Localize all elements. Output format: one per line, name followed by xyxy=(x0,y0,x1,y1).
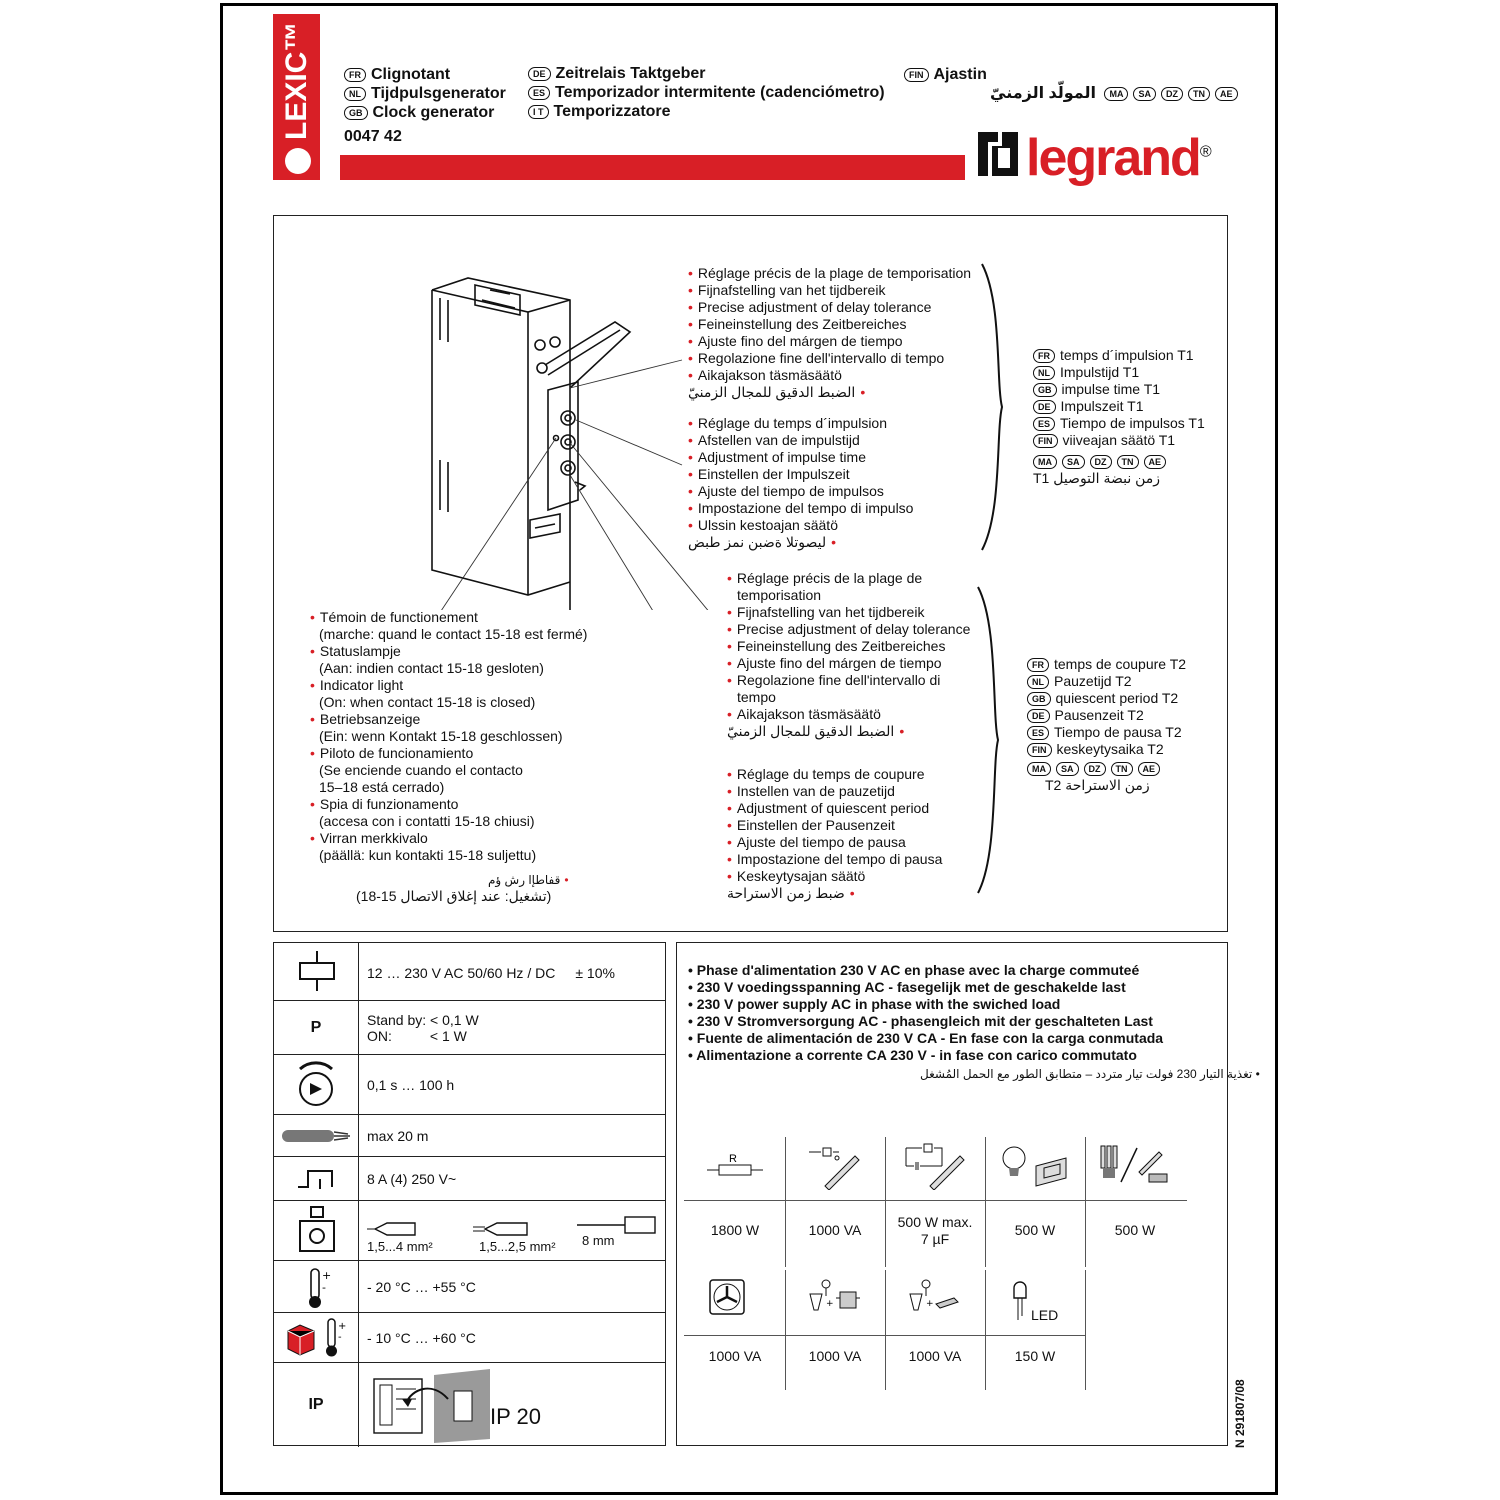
legrand-mark-icon xyxy=(976,130,1020,178)
lexic-label: LEXIC™ xyxy=(280,21,313,140)
svg-text:+: + xyxy=(338,1321,347,1332)
spec-row-power: P Stand by: < 0,1 W ON: < 1 W xyxy=(274,1001,666,1055)
lexic-banner xyxy=(273,14,320,180)
spec-row-storage-temp: + - - 10 °C … +60 °C xyxy=(274,1313,666,1363)
timer-dial-icon xyxy=(274,1055,359,1115)
load-value-4: 500 W xyxy=(1014,1222,1056,1238)
load-value-1: 1800 W xyxy=(710,1222,760,1238)
t1-list: FR temps d´impulsion T1 NL Impulstijd T1 GB impulse time T1 DE Impulszeit T1 ES Tiempo de impulsos T1 FIN viiveajan säätö T1 MA SA DZ TN AE T1 زمن نبضة التوصيل xyxy=(1033,347,1205,486)
ip-label: IP xyxy=(308,1396,324,1413)
terminal-screw-icon xyxy=(274,1201,359,1261)
spec-row-time: 0,1 s … 100 h xyxy=(274,1055,666,1115)
compact-fluorescent-icon xyxy=(1097,1142,1175,1192)
svg-text:+: + xyxy=(926,1299,934,1309)
load-value-2: 1000 VA xyxy=(808,1222,862,1238)
load-value-7: 1000 VA xyxy=(808,1348,862,1364)
halogen-transformer-icon xyxy=(806,1276,862,1320)
contact-icon xyxy=(274,1157,359,1201)
supply-note-ar: تغذية التيار 230 فولت تيار متردد – متطابق الطور مع الحمل المُشغل • xyxy=(920,1067,1260,1081)
vline-8 xyxy=(1085,1270,1086,1390)
title-ar: المولّد الزمنيّ MA SA DZ TN AE xyxy=(990,84,1243,103)
group2-list: • Réglage du temps d´impulsion • Afstellen van de impulstijd • Adjustment of impulse time • Einstellen der Impulszeit • Ajuste del tiempo de impulsos • Impostazione del tempo di impulso • Ulssin kestoajan säätö ليصوتلا ةضبن نمز طبض • xyxy=(688,415,914,550)
storage-box-thermometer-icon xyxy=(274,1313,359,1363)
titles-col1: FR Clignotant NL Tijdpulsgenerator GB Clock generator xyxy=(344,65,506,122)
load-value-5: 500 W xyxy=(1114,1222,1156,1238)
spec-row-contact: 8 A (4) 250 V~ xyxy=(274,1157,666,1201)
group1-list: • Réglage précis de la plage de temporisation • Fijnafstelling van het tijdbereik • Precise adjustment of delay tolerance • Feineinstellung des Zeitbereiches • Ajuste fino del márgen de tiempo • Regolazione fine dell'intervallo di tempo • Aikajakson täsmäsäätö الضبط الدقيق للمجال الزمنيّ • xyxy=(688,265,972,400)
brace-t2-icon xyxy=(976,585,1006,895)
svg-text:-: - xyxy=(322,1281,326,1294)
vline-6 xyxy=(885,1270,886,1390)
lexic-circle-icon xyxy=(285,148,311,174)
header-red-bar xyxy=(340,155,965,180)
indicator-list: • Témoin de functionement (marche: quand le contact 15-18 est fermé) • Statuslampje (Aan: indien contact 15-18 gesloten) • Indicator light (On: when contact 15-18 is closed) • Betriebsanzeige (Ein: wenn Kontakt 15-18 geschlossen) • Piloto de funcionamiento (Se enciende cuando el contacto 15–18 está cerrado) • Spia di funzionamento (accesa con i contatti 15-18 chiusi) • Virran merkkivalo (päällä: kun kontakti 15-18 suljettu) xyxy=(310,609,588,863)
vline-1 xyxy=(785,1137,786,1267)
indicator-ar2: (تشغيل: عند إغلاق الاتصال 15-18) xyxy=(356,888,552,904)
spec-row-op-temp: + - - 20 °C … +55 °C xyxy=(274,1261,666,1313)
spec-row-supply: 12 … 230 V AC 50/60 Hz / DC ± 10% xyxy=(274,943,666,1001)
fluorescent-tube-icon xyxy=(805,1142,865,1190)
load-value-6: 1000 VA xyxy=(708,1348,762,1364)
product-code: 0047 42 xyxy=(344,128,402,145)
vline-5 xyxy=(785,1270,786,1390)
halogen-electronic-icon xyxy=(906,1276,962,1320)
coil-icon xyxy=(274,943,359,1001)
svg-text:-: - xyxy=(338,1332,342,1343)
group4-list: • Réglage du temps de coupure • Instellen van de pauzetijd • Adjustment of quiescent period • Einstellen der Pausenzeit • Ajuste del tiempo de pausa • Impostazione del tempo di pausa • Keskeytysajan säätö ضبط زمن الاستراحة • xyxy=(727,766,943,901)
spec-row-cable: max 20 m xyxy=(274,1115,666,1157)
vline-3 xyxy=(985,1137,986,1267)
svg-text:+: + xyxy=(826,1299,834,1309)
resistor-icon xyxy=(705,1150,765,1180)
specs-table xyxy=(273,942,666,1446)
thermometer-icon xyxy=(274,1261,359,1313)
svg-text:R: R xyxy=(729,1153,737,1165)
svg-text:+: + xyxy=(322,1269,332,1282)
compensated-fluorescent-icon xyxy=(902,1142,968,1190)
titles-col2: DE Zeitrelais Taktgeber ES Temporizador intermitente (cadenciómetro) I T Temporizzatore xyxy=(528,64,885,121)
fan-icon xyxy=(708,1278,748,1318)
vline-4 xyxy=(1085,1137,1086,1267)
cable-icon xyxy=(274,1115,359,1157)
indicator-ar1: قفاطإا رش ؤم • xyxy=(488,873,569,887)
load-value-9: 150 W xyxy=(1014,1348,1056,1364)
loads-row1-line xyxy=(684,1200,1187,1201)
supply-note: • Phase d'alimentation 230 V AC en phase avec la charge commuteé • 230 V voedingsspanning AC - fasegelijk met de geschakelde last • 230 V power supply AC in phase with the swiched load • 230 V Stromversorgung AC - phasengleich mit der geschalteten Last • Fuente de alimentación de 230 V CA - En fase con la carga conmutada • Alimentazione a corrente CA 230 V - in fase con carico commutato xyxy=(688,962,1164,1063)
vline-7 xyxy=(985,1270,986,1390)
brace-t1-icon xyxy=(980,262,1010,552)
legrand-wordmark: legrand® xyxy=(1026,129,1210,187)
doc-number: N 291807/08 xyxy=(1233,1379,1247,1448)
led-label: LED xyxy=(1031,1307,1059,1323)
t2-list: FR temps de coupure T2 NL Pauzetijd T2 GB quiescent period T2 DE Pausenzeit T2 ES Tiempo de pausa T2 FIN keskeytysaika T2 MA SA DZ TN AE T2 زمن الاستراحة xyxy=(1027,656,1186,794)
load-value-8: 1000 VA xyxy=(908,1348,962,1364)
incandescent-lamp-icon xyxy=(1000,1142,1070,1192)
group3-list: • Réglage précis de la plage de temporisation • Fijnafstelling van het tijdbereik • Precise adjustment of delay tolerance • Feineinstellung des Zeitbereiches • Ajuste fino del márgen de tiempo • Regolazione fine dell'intervallo di tempo • Aikajakson täsmäsäätö الضبط الدقيق للمجال الزمنيّ • xyxy=(727,570,971,739)
spec-row-ip: IP IP 20 xyxy=(274,1363,666,1447)
title-fin: FIN Ajastin xyxy=(904,65,987,84)
spec-row-terminal: 1,5...4 mm² 1,5...2,5 mm² 8 mm xyxy=(274,1201,666,1261)
load-value-3: 500 W max. 7 µF xyxy=(897,1214,973,1247)
power-icon: P xyxy=(310,1019,322,1036)
enclosure-icon xyxy=(372,1369,492,1443)
